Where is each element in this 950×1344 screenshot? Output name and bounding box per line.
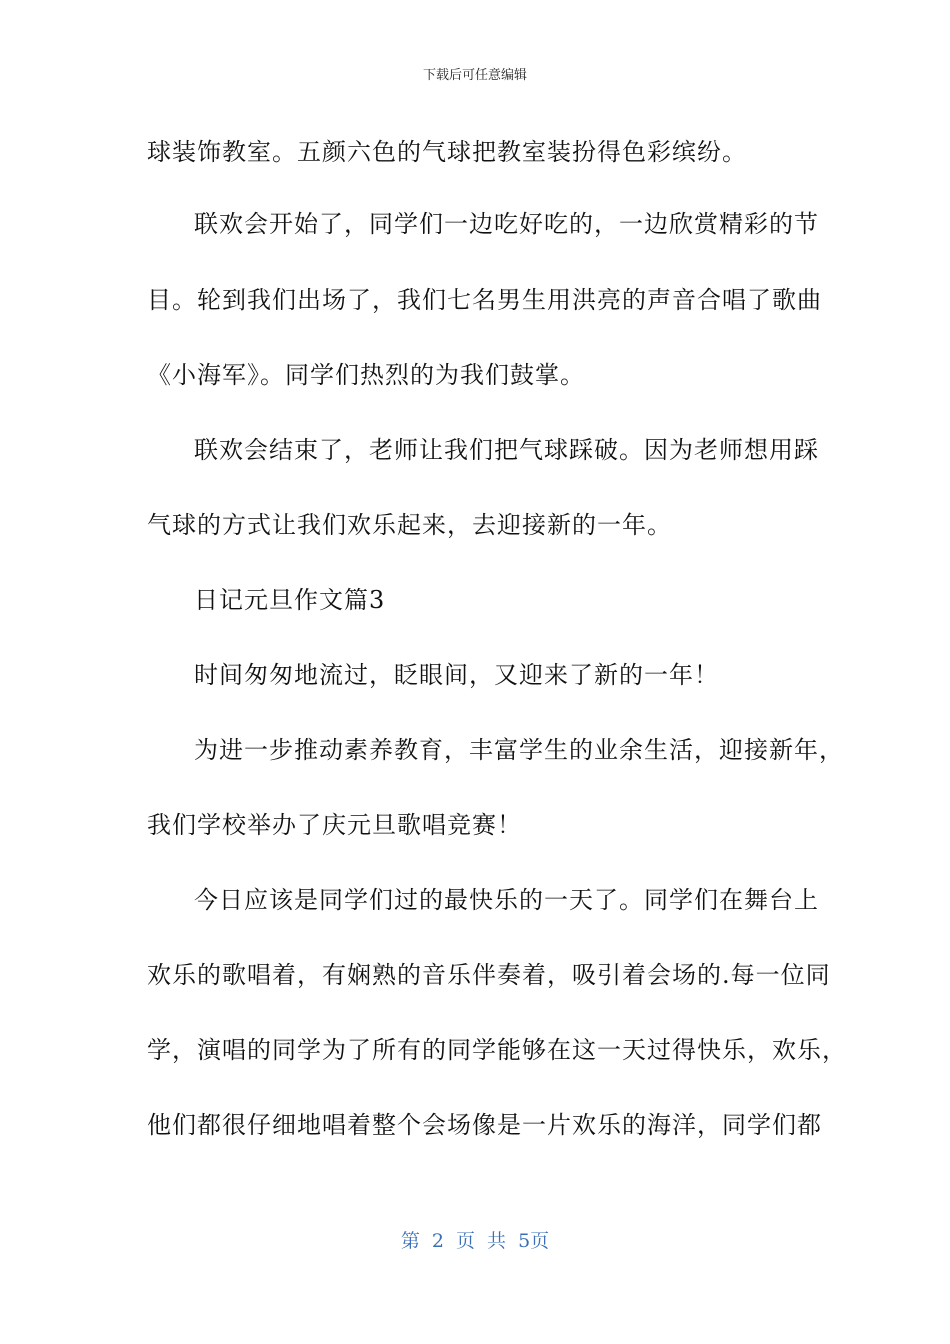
text-line: 欢乐的歌唱着，有娴熟的音乐伴奏着，吸引着会场的.每一位同 [147,961,831,989]
text-line: 联欢会结束了，老师让我们把气球踩破。因为老师想用踩 [194,436,819,464]
text-line: 今日应该是同学们过的最快乐的一天了。同学们在舞台上 [194,886,819,914]
text-line: 学，演唱的同学为了所有的同学能够在这一天过得快乐，欢乐， [147,1036,847,1064]
text-line: 目。轮到我们出场了，我们七名男生用洪亮的声音合唱了歌曲 [147,286,822,314]
text-line: 为进一步推动素养教育，丰富学生的业余生活，迎接新年， [194,736,844,764]
text-line: 我们学校举办了庆元旦歌唱竞赛！ [147,811,522,839]
text-line: 球装饰教室。五颜六色的气球把教室装扮得色彩缤纷。 [147,138,747,166]
text-line: 时间匆匆地流过，眨眼间，又迎来了新的一年！ [194,661,719,689]
section-heading: 日记元旦作文篇3 [194,586,386,614]
page-header: 下载后可任意编辑 [422,68,527,83]
text-line: 《小海军》。同学们热烈的为我们鼓掌。 [147,361,585,389]
text-line: 气球的方式让我们欢乐起来，去迎接新的一年。 [147,511,672,539]
text-line: 他们都很仔细地唱着整个会场像是一片欢乐的海洋，同学们都 [147,1111,822,1139]
text-line: 联欢会开始了，同学们一边吃好吃的，一边欣赏精彩的节 [194,210,819,238]
page-footer: 第 2 页 共 5页 [400,1230,550,1252]
